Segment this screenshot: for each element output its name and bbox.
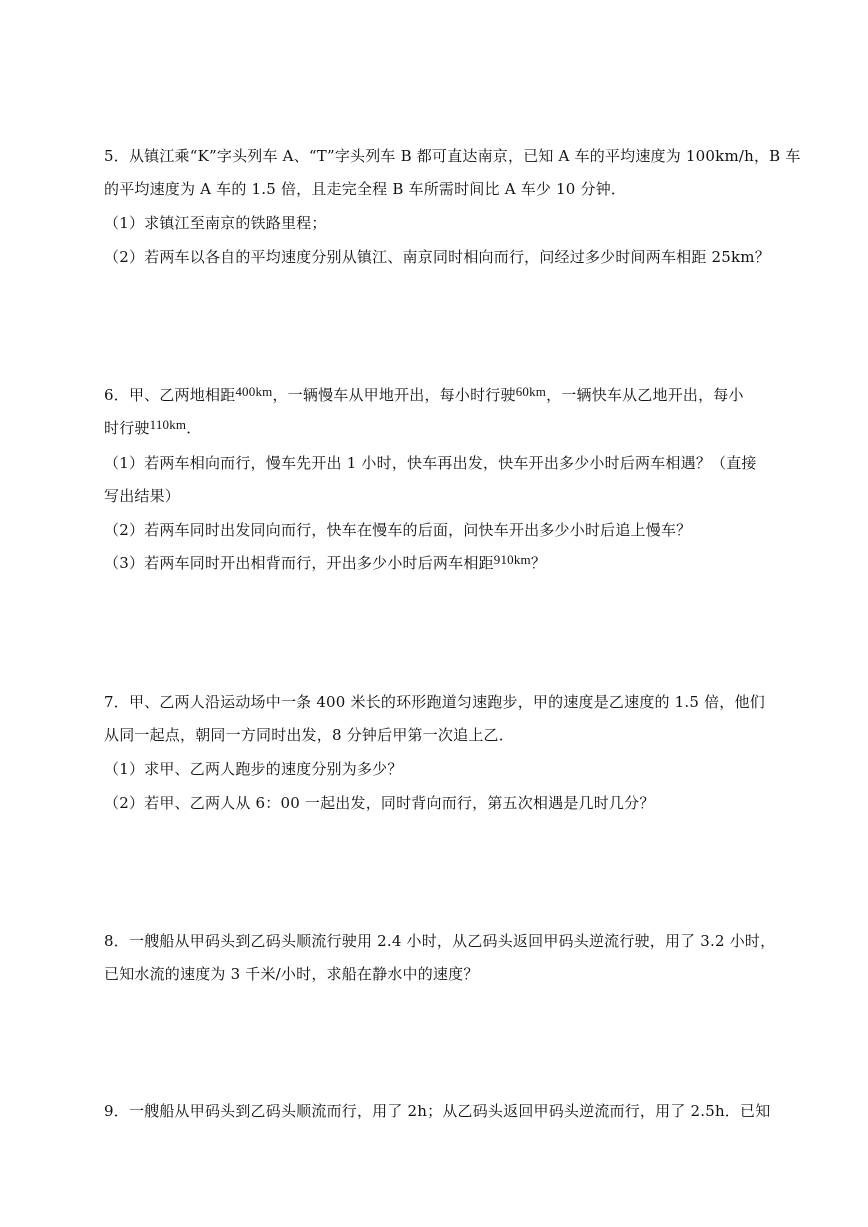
q6-text: ． <box>186 419 202 437</box>
q6-target-distance: 910km <box>493 552 531 567</box>
q6-text: 时行驶 <box>104 419 150 437</box>
q7-line-2: 从同一起点，朝同一方同时出发，8 分钟后甲第一次追上乙． <box>104 726 514 744</box>
q6-part-1: （1）若两车相向而行，慢车先开出 1 小时，快车再出发，快车开出多少小时后两车相遇？（直接 <box>104 454 757 472</box>
q5-line-2: 的平均速度为 A 车的 1.5 倍，且走完全程 B 车所需时间比 A 车少 10 分钟． <box>104 180 627 198</box>
q6-part-2: （2）若两车同时出发同向而行，快车在慢车的后面，问快车开出多少小时后追上慢车？ <box>104 521 692 539</box>
q6-text: ，一辆慢车从甲地开出，每小时行驶 <box>272 386 516 404</box>
q6-line-1 <box>104 385 744 406</box>
q7-part-2: （2）若甲、乙两人从 6：00 一起出发，同时背向而行，第五次相遇是几时几分？ <box>104 794 655 812</box>
q7-part-1: （1）求甲、乙两人跑步的速度分别为多少？ <box>104 760 403 778</box>
q5-part-1: （1）求镇江至南京的铁路里程； <box>104 214 327 232</box>
q5-part-2: （2）若两车以各自的平均速度分别从镇江、南京同时相向而行，问经过多少时间两车相距 25km？ <box>104 248 770 266</box>
q6-line-2 <box>104 418 201 439</box>
q9-line-1: 9．一艘船从甲码头到乙码头顺流而行，用了 2h；从乙码头返回甲码头逆流而行，用了 2.5h．已知 <box>104 1102 771 1120</box>
q7-line-1: 7．甲、乙两人沿运动场中一条 400 米长的环形跑道匀速跑步，甲的速度是乙速度的 1.5 倍，他们 <box>104 693 765 711</box>
q6-slow-speed: 60km <box>515 384 547 399</box>
q6-text: ？ <box>530 554 547 572</box>
q8-line-1: 8．一艘船从甲码头到乙码头顺流行驶用 2.4 小时，从乙码头返回甲码头逆流行驶，用了 3.2 小时， <box>104 932 776 950</box>
q6-part-3 <box>104 553 546 574</box>
q6-part-1-cont: 写出结果） <box>104 487 181 505</box>
q6-text: （3）若两车同时开出相背而行，开出多少小时后两车相距 <box>104 554 494 572</box>
q8-line-2: 已知水流的速度为 3 千米/小时，求船在静水中的速度？ <box>104 965 479 983</box>
q6-text: ，一辆快车从乙地开出，每小 <box>546 386 744 404</box>
q6-fast-speed: 110km <box>149 417 187 432</box>
q5-line-1: 5．从镇江乘“K”字头列车 A、“T”字头列车 B 都可直达南京，已知 A 车的平均速度为 100km/h，B 车 <box>104 147 801 165</box>
q6-distance: 400km <box>235 384 273 399</box>
q6-text: 6．甲、乙两地相距 <box>104 386 236 404</box>
